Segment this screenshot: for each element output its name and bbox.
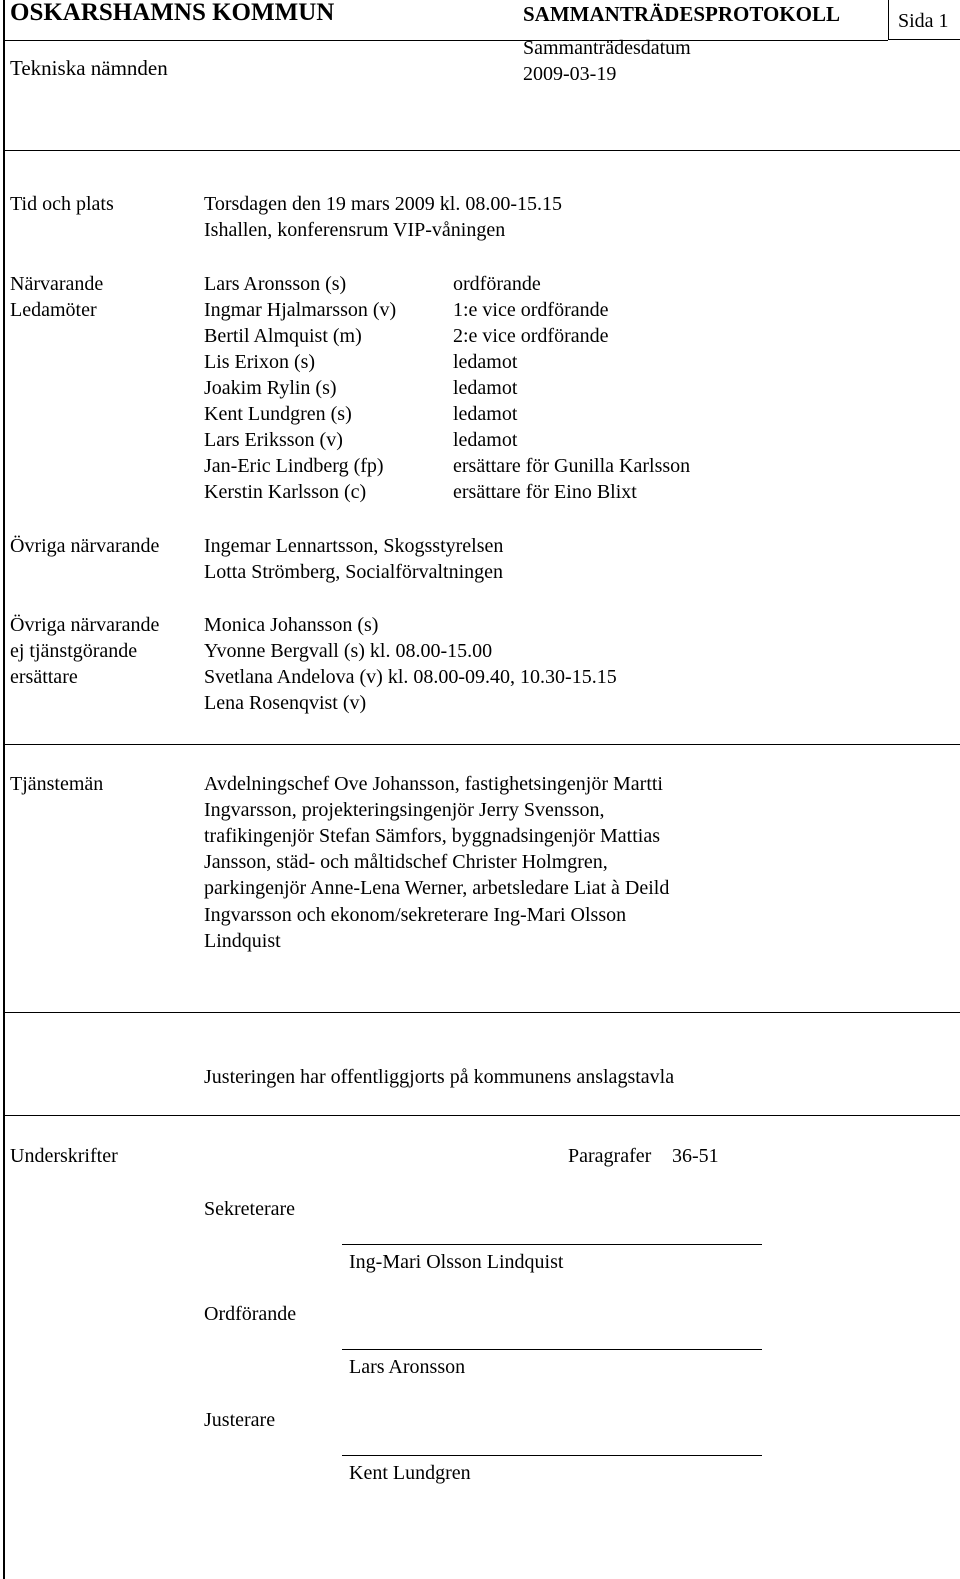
member-role: 1:e vice ordförande xyxy=(453,299,609,321)
member-name: Lars Eriksson (v) xyxy=(204,429,343,451)
member-name: Bertil Almquist (m) xyxy=(204,325,362,347)
secretary-signature-line xyxy=(342,1244,762,1245)
officials-label: Tjänstemän xyxy=(10,773,104,795)
date-label: Sammanträdesdatum xyxy=(523,37,691,59)
municipality-name: OSKARSHAMNS KOMMUN xyxy=(10,0,335,26)
chair-name: Lars Aronsson xyxy=(349,1356,466,1378)
substitute-line: Monica Johansson (s) xyxy=(204,614,379,636)
member-role: ersättare för Gunilla Karlsson xyxy=(453,455,691,477)
section-divider xyxy=(3,744,960,745)
officials-line: trafikingenjör Stefan Sämfors, byggnadsingenjör Mattias xyxy=(204,825,661,847)
section-divider xyxy=(3,1115,960,1116)
adjuster-name: Kent Lundgren xyxy=(349,1462,471,1484)
officials-line: Avdelningschef Ove Johansson, fastighetsingenjör Martti xyxy=(204,773,663,795)
others-label: Övriga närvarande xyxy=(10,535,160,557)
officials-line: Ingvarsson, projekteringsingenjör Jerry Svensson, xyxy=(204,799,605,821)
chair-signature-line xyxy=(342,1349,762,1350)
member-name: Jan-Eric Lindberg (fp) xyxy=(204,455,384,477)
secretary-name: Ing-Mari Olsson Lindquist xyxy=(349,1251,564,1273)
members-label-1: Närvarande xyxy=(10,273,104,295)
meeting-date: 2009-03-19 xyxy=(523,63,617,85)
adjuster-signature-line xyxy=(342,1455,762,1456)
substitute-line: Lena Rosenqvist (v) xyxy=(204,692,367,714)
adjuster-label: Justerare xyxy=(204,1409,276,1431)
time-place-label: Tid och plats xyxy=(10,193,114,215)
time-line: Torsdagen den 19 mars 2009 kl. 08.00-15.15 xyxy=(204,193,562,215)
adjustment-notice: Justeringen har offentliggjorts på kommunens anslagstavla xyxy=(204,1066,675,1088)
member-name: Joakim Rylin (s) xyxy=(204,377,337,399)
officials-line: Jansson, städ- och måltidschef Christer Holmgren, xyxy=(204,851,608,873)
members-label-2: Ledamöter xyxy=(10,299,97,321)
secretary-label: Sekreterare xyxy=(204,1198,296,1220)
protocol-title: SAMMANTRÄDESPROTOKOLL xyxy=(523,2,840,26)
member-role: ledamot xyxy=(453,429,518,451)
member-name: Kerstin Karlsson (c) xyxy=(204,481,367,503)
section-divider xyxy=(3,1012,960,1013)
others-line: Ingemar Lennartsson, Skogsstyrelsen xyxy=(204,535,504,557)
substitutes-label-1: Övriga närvarande xyxy=(10,614,160,636)
substitutes-label-2: ej tjänstgörande xyxy=(10,640,138,662)
member-role: ersättare för Eino Blixt xyxy=(453,481,637,503)
committee-name: Tekniska nämnden xyxy=(10,56,168,80)
officials-line: Ingvarsson och ekonom/sekreterare Ing-Mari Olsson xyxy=(204,904,627,926)
member-role: ledamot xyxy=(453,403,518,425)
member-name: Lis Erixon (s) xyxy=(204,351,316,373)
paragraphs-value: 36-51 xyxy=(672,1145,719,1167)
header-divider xyxy=(3,40,888,41)
place-line: Ishallen, konferensrum VIP-våningen xyxy=(204,219,506,241)
member-name: Kent Lundgren (s) xyxy=(204,403,352,425)
page-number: Sida 1 xyxy=(898,10,949,32)
member-role: 2:e vice ordförande xyxy=(453,325,609,347)
left-border xyxy=(3,0,5,1579)
substitute-line: Svetlana Andelova (v) kl. 08.00-09.40, 10.30-15.15 xyxy=(204,666,617,688)
substitutes-label-3: ersättare xyxy=(10,666,78,688)
section-divider xyxy=(3,150,960,151)
signatures-label: Underskrifter xyxy=(10,1145,118,1167)
chair-label: Ordförande xyxy=(204,1303,297,1325)
member-name: Ingmar Hjalmarsson (v) xyxy=(204,299,397,321)
member-name: Lars Aronsson (s) xyxy=(204,273,347,295)
member-role: ledamot xyxy=(453,377,518,399)
paragraphs-label: Paragrafer xyxy=(568,1145,652,1167)
officials-line: parkingenjör Anne-Lena Werner, arbetsledare Liat à Deild xyxy=(204,877,670,899)
member-role: ledamot xyxy=(453,351,518,373)
substitute-line: Yvonne Bergvall (s) kl. 08.00-15.00 xyxy=(204,640,493,662)
others-line: Lotta Strömberg, Socialförvaltningen xyxy=(204,561,504,583)
officials-line: Lindquist xyxy=(204,930,281,952)
member-role: ordförande xyxy=(453,273,541,295)
